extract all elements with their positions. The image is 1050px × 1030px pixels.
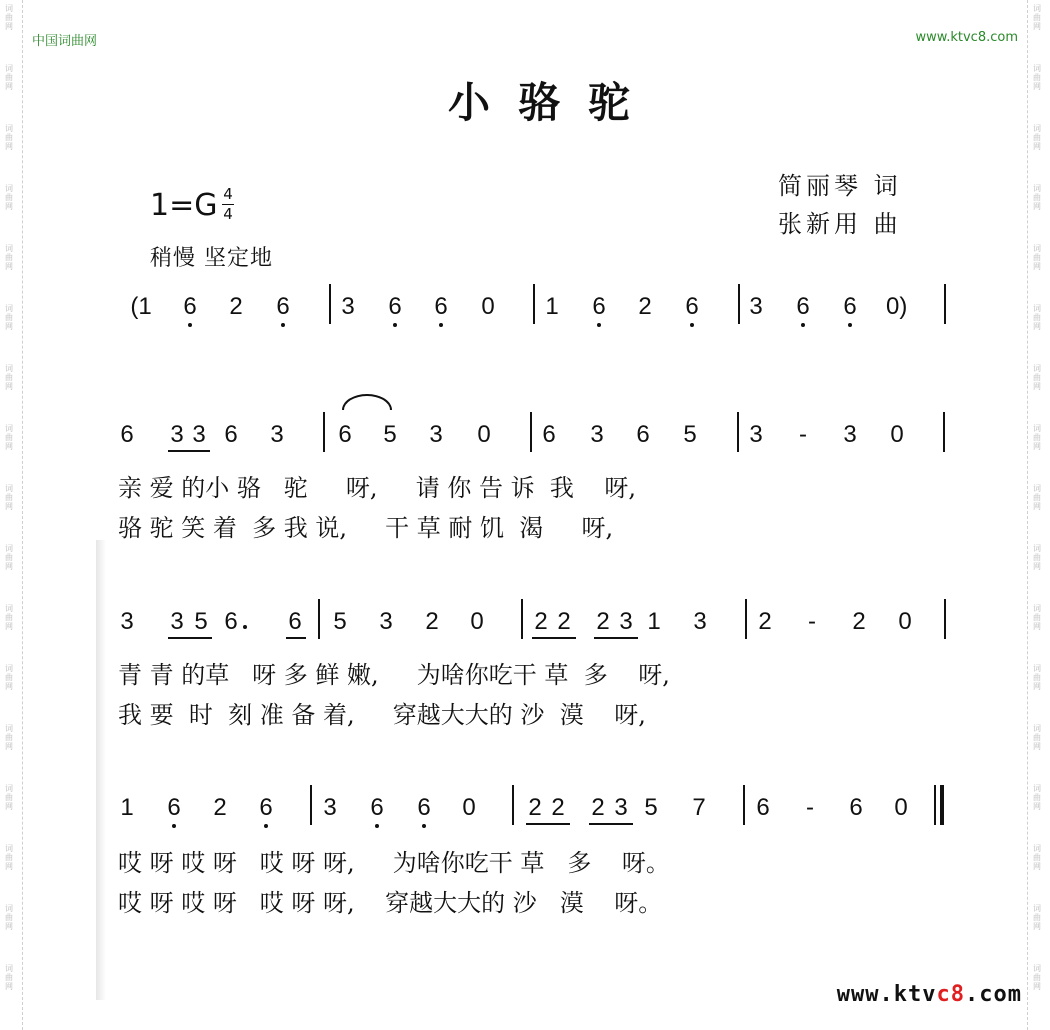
site-url-right[interactable]: www.ktvc8.com [915, 30, 1018, 45]
note: 3 [843, 421, 857, 448]
margin-watermark: 词 曲 网 [1033, 784, 1041, 811]
tempo-marking: 稍慢 坚定地 [150, 246, 273, 271]
note: 6 [338, 421, 352, 448]
margin-watermark: 词 曲 网 [5, 964, 13, 991]
final-barline-thick [940, 785, 944, 825]
eighth-underline [168, 637, 212, 639]
score-line-3 [0, 793, 1050, 837]
margin-watermark: 词 曲 网 [1033, 484, 1041, 511]
note: - [799, 421, 807, 448]
note: 5 [333, 608, 347, 635]
note: 3 [749, 421, 763, 448]
barline [323, 412, 325, 452]
barline [743, 785, 745, 825]
key-signature: 1=G [150, 188, 218, 223]
margin-watermark: 词 曲 网 [1033, 64, 1041, 91]
margin-watermark: 词 曲 网 [5, 664, 13, 691]
barline [512, 785, 514, 825]
note: 2 [551, 794, 565, 821]
margin-watermark: 词 曲 网 [1033, 964, 1041, 991]
composer-credit: 张新用 曲 [778, 210, 902, 238]
note: 3 [379, 608, 393, 635]
note: 3 [619, 608, 633, 635]
margin-watermark: 词 曲 网 [1033, 904, 1041, 931]
margin-watermark: 词 曲 网 [1033, 184, 1041, 211]
margin-watermark: 词 曲 网 [5, 544, 13, 571]
note: 3 [341, 293, 355, 320]
lyric-verse1-line1: 亲 爱 的小 骆 驼 呀, 请 你 告 诉 我 呀, [118, 474, 636, 502]
note: 6 [839, 292, 861, 322]
note: 0 [481, 293, 495, 320]
note: 2 [528, 794, 542, 821]
note: 3 [323, 794, 337, 821]
note: (1 [130, 293, 152, 320]
note: 5 [194, 608, 208, 635]
note: 5 [683, 421, 697, 448]
note: 3 [120, 608, 134, 635]
margin-watermark: 词 曲 网 [5, 124, 13, 151]
note: 2 [638, 293, 652, 320]
note: 0 [477, 421, 491, 448]
margin-watermark: 词 曲 网 [5, 724, 13, 751]
note: 6 [120, 421, 134, 448]
margin-watermark: 词 曲 网 [1033, 724, 1041, 751]
note: 2 [758, 608, 772, 635]
eighth-underline [286, 637, 306, 639]
barline [738, 284, 740, 324]
note: 6 [272, 292, 294, 322]
note: 0 [890, 421, 904, 448]
logo-prefix: www.ktv [836, 982, 937, 1007]
note: 3 [270, 421, 284, 448]
margin-watermark: 词 曲 网 [1033, 4, 1041, 31]
margin-watermark: 词 曲 网 [5, 244, 13, 271]
note: 6 [224, 608, 238, 635]
lyric-verse2-line2: 我 要 时 刻 准 备 着, 穿越大大的 沙 漠 呀, [118, 701, 646, 729]
barline [310, 785, 312, 825]
margin-watermark: 词 曲 网 [1033, 244, 1041, 271]
margin-watermark: 词 曲 网 [1033, 424, 1041, 451]
margin-watermark: 词 曲 网 [5, 304, 13, 331]
margin-watermark: 词 曲 网 [1033, 544, 1041, 571]
note: 3 [614, 794, 628, 821]
margin-watermark: 词 曲 网 [5, 64, 13, 91]
note: 2 [534, 608, 548, 635]
score-line-2 [0, 607, 1050, 651]
score-line-intro [0, 292, 1050, 336]
site-logo[interactable] [837, 982, 1022, 1007]
margin-watermark: 词 曲 网 [5, 784, 13, 811]
note: 3 [170, 608, 184, 635]
note: 3 [429, 421, 443, 448]
margin-watermark: 词 曲 网 [5, 4, 13, 31]
note: 6 [792, 292, 814, 322]
note: 6 [588, 292, 610, 322]
barline [944, 284, 946, 324]
barline [533, 284, 535, 324]
margin-watermark: 词 曲 网 [5, 604, 13, 631]
note: 6 [255, 793, 277, 823]
barline [737, 412, 739, 452]
slur [342, 394, 392, 410]
margin-watermark: 词 曲 网 [5, 904, 13, 931]
note: 6 [636, 421, 650, 448]
note: 2 [591, 794, 605, 821]
barline [521, 599, 523, 639]
note: 2 [229, 293, 243, 320]
note: 3 [749, 293, 763, 320]
note: 2 [425, 608, 439, 635]
margin-watermark: 词 曲 网 [1033, 844, 1041, 871]
lyric-verse1-line3: 哎 呀 哎 呀 哎 呀 呀, 为啥你吃干 草 多 呀。 [118, 849, 670, 877]
note: 6 [163, 793, 185, 823]
margin-watermark: 词 曲 网 [1033, 364, 1041, 391]
margin-watermark: 词 曲 网 [1033, 304, 1041, 331]
margin-watermark: 词 曲 网 [5, 364, 13, 391]
note: 0 [898, 608, 912, 635]
note: - [808, 608, 816, 635]
note: 3 [192, 421, 206, 448]
note: 2 [213, 794, 227, 821]
margin-watermark: 词 曲 网 [1033, 124, 1041, 151]
note: 5 [644, 794, 658, 821]
margin-watermark: 词 曲 网 [5, 484, 13, 511]
note: 6 [542, 421, 556, 448]
site-name-left[interactable]: 中国词曲网 [32, 34, 98, 49]
score-line-1 [0, 420, 1050, 464]
left-margin-strip [0, 0, 23, 1030]
note: 6 [224, 421, 238, 448]
margin-watermark: 词 曲 网 [1033, 664, 1041, 691]
note: 6 [179, 292, 201, 322]
note: 6 [756, 794, 770, 821]
note: 6 [384, 292, 406, 322]
margin-watermark: 词 曲 网 [5, 844, 13, 871]
note: 2 [852, 608, 866, 635]
eighth-underline [532, 637, 576, 639]
time-top: 4 [223, 185, 233, 203]
note: 3 [590, 421, 604, 448]
lyricist-credit: 简丽琴 词 [778, 172, 902, 200]
lyric-verse1-line2: 青 青 的草 呀 多 鲜 嫩, 为啥你吃干 草 多 呀, [118, 661, 670, 689]
note: 0 [894, 794, 908, 821]
scan-smudge [96, 540, 106, 1000]
note: 6 [430, 292, 452, 322]
note: 6 [366, 793, 388, 823]
barline [318, 599, 320, 639]
final-barline-thin [934, 785, 936, 825]
note: 3 [170, 421, 184, 448]
eighth-underline [168, 450, 210, 452]
note: 5 [383, 421, 397, 448]
song-title: 小骆驼 [447, 78, 658, 127]
note: - [806, 794, 814, 821]
time-signature [222, 186, 234, 223]
note: 7 [692, 794, 706, 821]
note: 0 [462, 794, 476, 821]
note: 2 [557, 608, 571, 635]
note: 6 [288, 608, 302, 635]
barline [943, 412, 945, 452]
note: 1 [120, 794, 134, 821]
note: 1 [647, 608, 661, 635]
note: 1 [545, 293, 559, 320]
note: 6 [849, 794, 863, 821]
note: 2 [596, 608, 610, 635]
margin-watermark: 词 曲 网 [5, 184, 13, 211]
eighth-underline [589, 823, 633, 825]
barline [745, 599, 747, 639]
eighth-underline [594, 637, 638, 639]
margin-watermark: 词 曲 网 [5, 424, 13, 451]
logo-accent: c8 [936, 982, 966, 1007]
note: 6 [681, 292, 703, 322]
logo-suffix: .com [965, 982, 1022, 1007]
lyric-verse2-line3: 哎 呀 哎 呀 哎 呀 呀, 穿越大大的 沙 漠 呀。 [118, 889, 663, 917]
augmentation-dot [243, 625, 247, 629]
note: 0 [470, 608, 484, 635]
note: 6 [413, 793, 435, 823]
eighth-underline [526, 823, 570, 825]
lyric-verse2-line1: 骆 驼 笑 着 多 我 说, 干 草 耐 饥 渴 呀, [118, 514, 614, 542]
note: 3 [693, 608, 707, 635]
time-bottom: 4 [223, 205, 233, 223]
right-margin-strip [1027, 0, 1050, 1030]
barline [530, 412, 532, 452]
note: 0) [886, 293, 908, 320]
barline [944, 599, 946, 639]
barline [329, 284, 331, 324]
margin-watermark: 词 曲 网 [1033, 604, 1041, 631]
